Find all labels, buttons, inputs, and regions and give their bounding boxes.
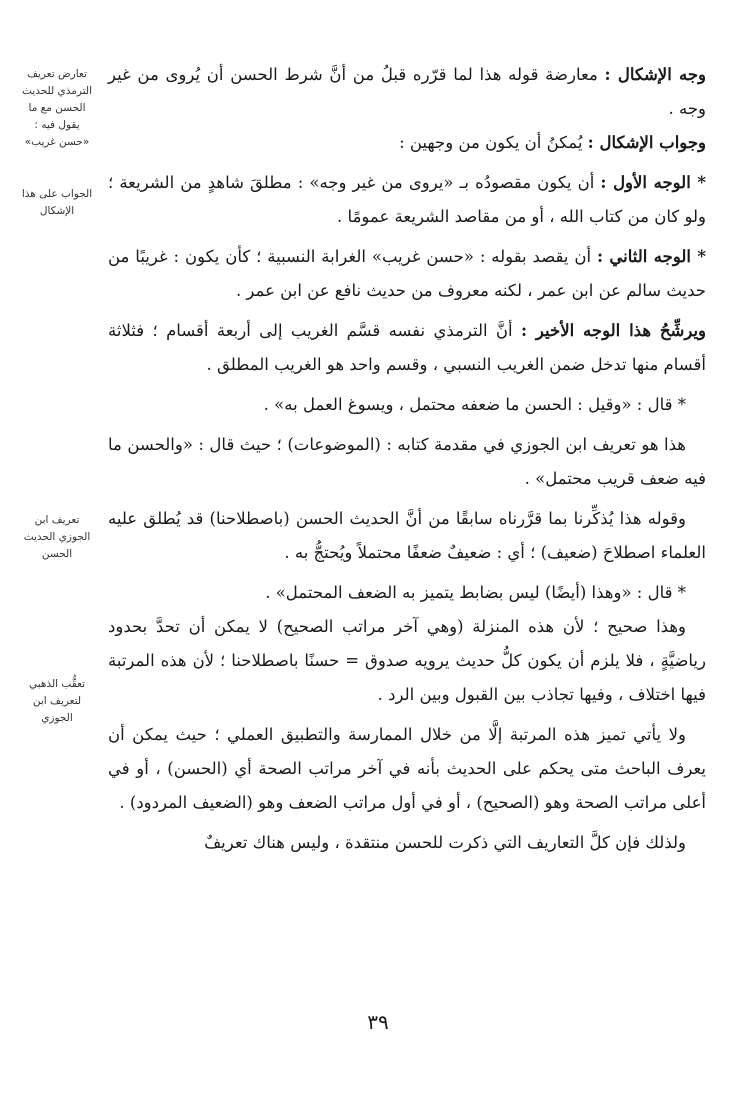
paragraph-text: يُمكنُ أن يكون من وجهين : [399, 133, 588, 152]
paragraph-text: أنَّ الترمذي نفسه قسَّم الغريب إلى أربعة أقسام ؛ فثلاثة أقسام منها تدخل ضمن الغريب النسبي ، وقسم واحد هو الغريب المطلق . [108, 321, 706, 374]
paragraph-heading: ويرشِّحُ هذا الوجه الأخير : [520, 321, 706, 340]
paragraph [108, 166, 706, 234]
paragraph-text: وهذا صحيح ؛ لأن هذه المنزلة (وهي آخر مراتب الصحيح) لا يمكن أن تحدَّ بحدود رياضيَّةٍ ، فلا يلزم أن يكون كلُّ حديث يرويه صدوق = حسنًا باصطلاحنا ؛ لأن هذه المرتبة فيها اختلاف ، وفيها تجاذب بين القبول وبين الرد . [108, 617, 706, 704]
paragraph [108, 428, 706, 496]
paragraph [108, 718, 706, 820]
margin-note: الجواب على هذا الإشكال [21, 188, 93, 217]
paragraph [108, 388, 706, 422]
paragraph-text: معارضة قوله هذا لما قرّره قبلُ من أنَّ شرط الحسن أن يُروى من غير وجه . [108, 65, 706, 118]
paragraph-text: هذا هو تعريف ابن الجوزي في مقدمة كتابه : (الموضوعات) ؛ حيث قال : «والحسن ما فيه ضعف قريب محتمل» . [108, 435, 706, 488]
paragraph [108, 610, 706, 712]
paragraph-heading: وجواب الإشكال : [587, 133, 706, 152]
paragraph-text: * قال : «وقيل : الحسن ما ضعفه محتمل ، ويسوغ العمل به» . [263, 395, 686, 414]
paragraph-text: ولا يأتي تميز هذه المرتبة إلَّا من خلال الممارسة والتطبيق العملي ؛ حيث يمكن أن يعرف الباحث متى يحكم على الحديث بأنه في آخر مراتب الصحة أي (الحسن) ، أو في أعلى مراتب الصحة وهو (الصحيح) ، أو في أول مراتب الضعف وهو (الضعيف المردود) . [108, 725, 706, 812]
main-text [108, 58, 706, 860]
paragraph [108, 240, 706, 308]
paragraph-heading: * الوجه الأول : [600, 173, 706, 192]
paragraph-text: ولذلك فإن كلَّ التعاريف التي ذكرت للحسن منتقدة ، وليس هناك تعريفٌ [204, 833, 686, 852]
paragraph-heading: وجه الإشكال : [604, 65, 706, 84]
paragraph-text: أن يقصد بقوله : «حسن غريب» الغرابة النسبية ؛ كأن يكون : غريبًا من حديث سالم عن ابن عمر ، لكنه معروف من حديث نافع عن ابن عمر . [108, 247, 706, 300]
paragraph-text: * قال : «وهذا (أيضًا) ليس بضابط يتميز به الضعف المحتمل» . [265, 583, 686, 602]
paragraph-heading: * الوجه الثاني : [596, 247, 706, 266]
paragraph [108, 502, 706, 570]
paragraph [108, 576, 706, 610]
paragraph [108, 314, 706, 382]
margin-note: تعقُّب الذهبي لتعريف ابن الجوزي [28, 678, 86, 724]
paragraph [108, 58, 706, 126]
paragraph-text: أن يكون مقصودُه بـ «يروى من غير وجه» : مطلقَ شاهدٍ من الشريعة ؛ ولو كان من كتاب الله ، أو من مقاصد الشريعة عمومًا . [108, 173, 706, 226]
margin-note: تعارض تعريف الترمذي للحديث الحسن مع ما يقول فيه : «حسن غريب» [22, 68, 92, 148]
page-number: ٣٩ [367, 1010, 389, 1034]
paragraph-text: وقوله هذا يُذكِّرنا بما قرَّرناه سابقًا من أنَّ الحديث الحسن (باصطلاحنا) قد يُطلق عليه العلماء اصطلاحَ (ضعيف) ؛ أي : ضعيفٌ ضعفًا محتملاً ويُحتجُّ به . [108, 509, 706, 562]
paragraph [108, 826, 706, 860]
margin-note: تعريف ابن الجوزي الحديث الحسن [23, 514, 91, 560]
paragraph [108, 126, 706, 160]
